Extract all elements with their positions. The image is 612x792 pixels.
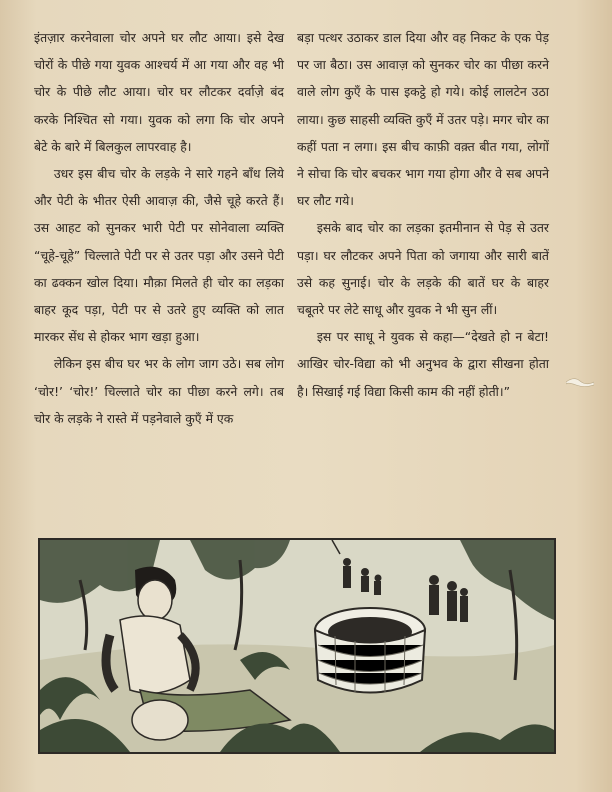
well-shape [315,608,425,693]
right-paragraph-2: इसके बाद चोर का लड़का इतमीनान से पेड़ से उतर पड़ा। घर लौटकर अपने पिता को जगाया और सारी बातें उसे कह सुनाई। चोर के लड़के की बातें घर के बाहर चबूतरे पर लेटे साधू और युवक ने भी सुन लीं। [297,220,549,318]
left-paragraph-3: लेकिन इस बीच घर भर के लोग जाग उठे। सब लोग ‘चोर!’ ‘चोर!’ चिल्लाते चोर का पीछा करने लगे। तब चोर के लड़के ने रास्ते में पड़नेवाले कुएँ में एक [34,356,284,426]
left-paragraph-1: इंतज़ार करनेवाला चोर अपने घर लौट आया। इसे देख चोरों के पीछे गया युवक आश्चर्य में आ गया और वह भी चोर के पीछे लौट आया। चोर घर लौटकर दर्वाज़े बंद करके निश्चित सो गया। युवक को लगा कि चोर अपने बेटे के बारे में बिलकुल लापरवाह है। [34,30,284,154]
illustration-well-scene [38,538,556,754]
illustration-drawing [40,540,554,752]
right-paragraph-3: इस पर साधू ने युवक से कहा—“देखते हो न बेटा! आखिर चोर-विद्या को भी अनुभव के द्वारा सीखना होता है। सिखाई गई विद्या किसी काम की नहीं होती।” [297,329,549,399]
page-tear-mark [566,376,594,388]
right-paragraph-1: बड़ा पत्थर उठाकर डाल दिया और वह निकट के एक पेड़ पर जा बैठा। उस आवाज़ को सुनकर चोर का पीछा करने वाले लोग कुएँ के पास इकट्ठे हो गये। कोई लालटेन उठा लाया। कुछ साहसी व्यक्ति कुएँ में उतर पड़े। मगर चोर का कहीं पता न लगा। इस बीच काफ़ी वक़्त बीत गया, लोगों ने सोचा कि चोर बचकर भाग गया होगा और वे सब अपने घर लौट गये। [297,30,549,209]
left-text-column [34,24,284,432]
left-paragraph-2: उधर इस बीच चोर के लड़के ने सारे गहने बाँध लिये और पेटी के भीतर ऐसी आवाज़ की, जैसे चूहे करते हैं। उस आहट को सुनकर भारी पेटी पर सोनेवाला व्यक्ति “चूहे-चूहे” चिल्लाते पेटी पर से उतर पड़ा और उसने पेटी का ढक्कन खोल दिया। मौक़ा मिलते ही चोर का लड़का बाहर कूद पड़ा, पेटी पर से उतरे हुए व्यक्ति को लात मारकर सेंध से होकर भाग खड़ा हुआ। [34,166,284,345]
right-text-column [297,24,549,405]
